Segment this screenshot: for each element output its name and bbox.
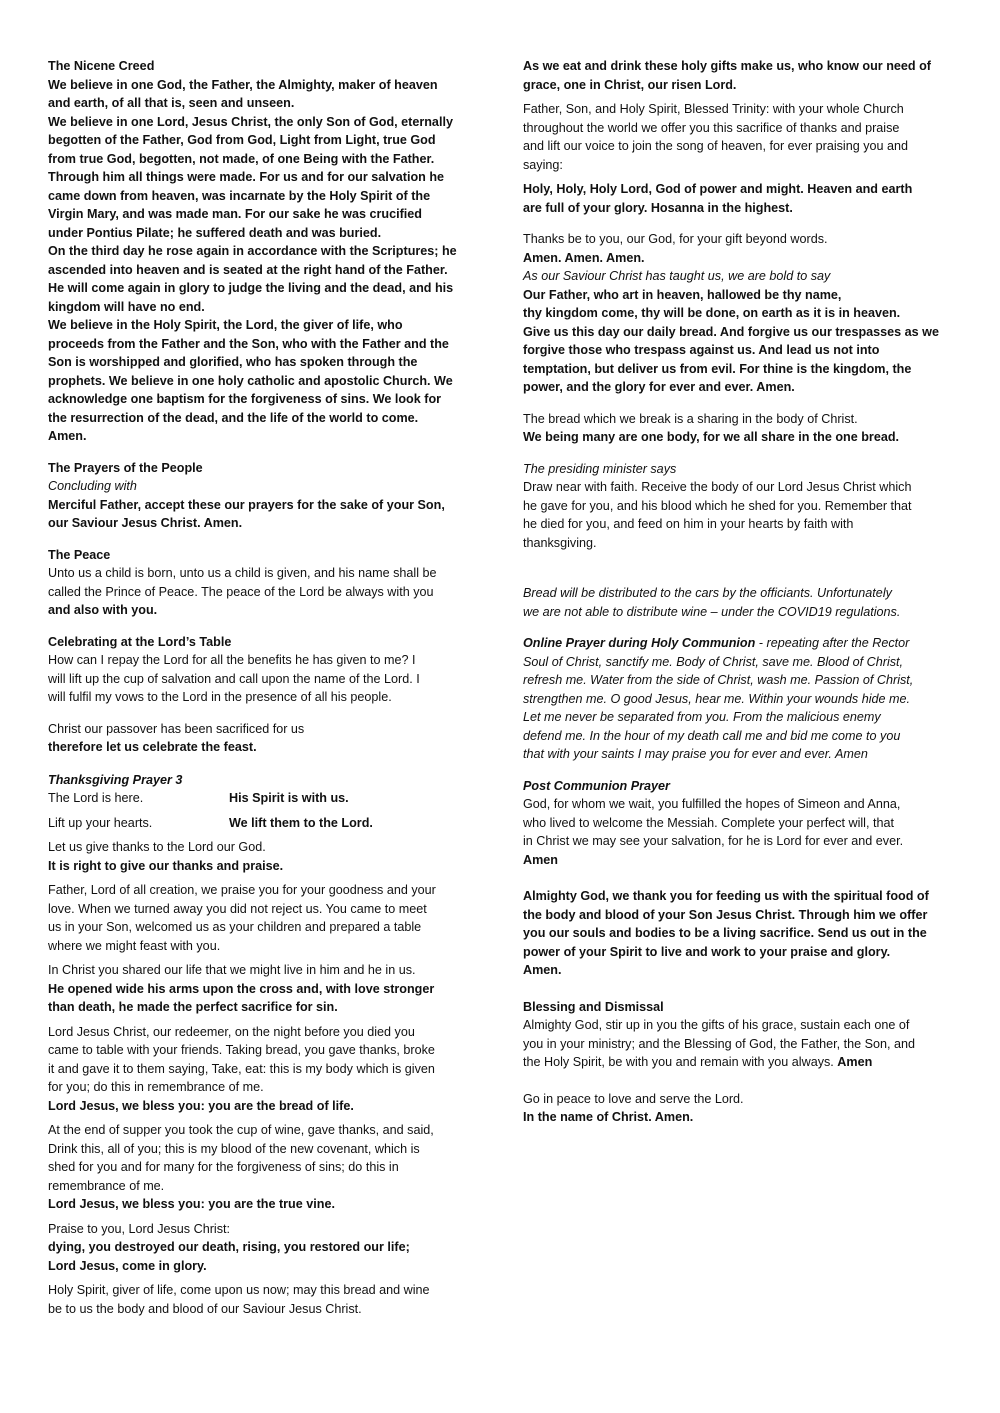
section-give-thanks	[48, 838, 488, 875]
text-line: that with your saints I may praise you for ever and ever. Amen	[523, 747, 868, 761]
section-post-communion	[523, 777, 963, 870]
text-line: At the end of supper you took the cup of wine, gave thanks, and said,	[48, 1123, 434, 1137]
right-column	[523, 57, 963, 1127]
text-line: thanksgiving.	[523, 535, 597, 550]
section-end-of-supper	[48, 1121, 488, 1214]
text-line: Father, Lord of all creation, we praise you for your goodness and your	[48, 883, 436, 897]
text-line: Concluding with	[48, 479, 137, 493]
text-line: Thanks be to you, our God, for your gift beyond words.	[523, 232, 828, 246]
section-holy-spirit	[48, 1281, 488, 1318]
text-line: refresh me. Water from the side of Christ, wash me. Passion of Christ,	[523, 673, 914, 687]
text-line: As our Saviour Christ has taught us, we are bold to say	[523, 269, 831, 283]
text-line: In Christ you shared our life that we might live in him and he in us.	[48, 963, 416, 977]
text-line: he gave for you, and his blood which he shed for you. Remember that	[523, 498, 912, 513]
text-line: it and gave it to them saying, Take, eat: this is my body which is given	[48, 1061, 435, 1076]
text-segment: Amen	[837, 1055, 873, 1069]
text-line: Holy Spirit, giver of life, come upon us now; may this bread and wine	[48, 1283, 430, 1297]
text-line: Amen	[523, 852, 558, 867]
text-line: Soul of Christ, sanctify me. Body of Christ, save me. Blood of Christ,	[523, 654, 904, 669]
section-lords-prayer	[523, 230, 963, 397]
text-line: Merciful Father, accept these our prayers for the sake of your Son,	[48, 497, 445, 512]
text-line: Father, Son, and Holy Spirit, Blessed Trinity: with your whole Church	[523, 102, 904, 116]
text-line: Lord Jesus Christ, our redeemer, on the night before you died you	[48, 1024, 415, 1039]
text-line: We being many are one body, for we all share in the one bread.	[523, 430, 900, 444]
text-line: the body and blood of your Son Jesus Christ. Through him we offer	[523, 907, 928, 922]
text-line: power of your Spirit to live and work to your praise and glory.	[523, 944, 891, 959]
section-lord-jesus-christ	[48, 1023, 488, 1116]
text-line: Through him all things were made. For us and for our salvation he	[48, 170, 445, 184]
section-heading: Post Communion Prayer	[523, 778, 670, 793]
text-line: Give us this day our daily bread. And forgive us our trespasses as we	[523, 324, 939, 339]
text-segment: Online Prayer during Holy Communion	[523, 636, 756, 650]
text-line: As we eat and drink these holy gifts make us, who know our need of	[523, 59, 931, 73]
text-line: How can I repay the Lord for all the benefits he has given to me? I	[48, 653, 416, 667]
text-line: the resurrection of the dead, and the life of the world to come.	[48, 410, 419, 425]
text-line: Praise to you, Lord Jesus Christ:	[48, 1221, 230, 1236]
text-line	[523, 634, 963, 653]
text-line: grace, one in Christ, our risen Lord.	[523, 77, 737, 92]
section-heading: The Peace	[48, 547, 111, 562]
text-line: God, for whom we wait, you fulfilled the hopes of Simeon and Anna,	[523, 797, 901, 811]
text-line: we are not able to distribute wine – under the COVID19 regulations.	[523, 604, 901, 619]
text-line: remembrance of me.	[48, 1178, 165, 1193]
section-the-peace	[48, 546, 488, 620]
text-line: Our Father, who art in heaven, hallowed be thy name,	[523, 287, 842, 302]
text-line: love. When we turned away you did not reject us. You came to meet	[48, 901, 427, 916]
text-line: Let us give thanks to the Lord our God.	[48, 840, 266, 854]
text-line	[523, 1053, 963, 1072]
text-line: The bread which we break is a sharing in the body of Christ.	[523, 411, 858, 426]
section-draw-near	[523, 460, 963, 553]
text-line: Bread will be distributed to the cars by the officiants. Unfortunately	[523, 586, 892, 600]
section-heading: The Nicene Creed	[48, 59, 155, 73]
left-column	[48, 57, 488, 1318]
text-line: and earth, of all that is, seen and unseen.	[48, 96, 295, 110]
text-line: in Christ we may see your salvation, for he is Lord for ever and ever.	[523, 834, 904, 848]
text-line: for you; do this in remembrance of me.	[48, 1080, 264, 1094]
text-line: Lord Jesus, we bless you: you are the true vine.	[48, 1197, 335, 1211]
text-line: Go in peace to love and serve the Lord.	[523, 1091, 744, 1106]
text-line: us in your Son, welcomed us as your children and prepared a table	[48, 920, 422, 934]
section-dismissal	[523, 1090, 963, 1127]
text-line: you in your ministry; and the Blessing of God, the Father, the Son, and	[523, 1036, 916, 1051]
section-praise-to-you	[48, 1220, 488, 1276]
text-line: We believe in the Holy Spirit, the Lord, the giver of life, who	[48, 318, 403, 332]
text-line: prophets. We believe in one holy catholic and apostolic Church. We	[48, 373, 453, 388]
text-line: you our souls and bodies to be a living sacrifice. Send us out in the	[523, 926, 927, 940]
text-line: power, and the glory for ever and ever. Amen.	[523, 380, 795, 394]
text-line: acknowledge one baptism for the forgiveness of sins. We look for	[48, 392, 442, 406]
text-line: He opened wide his arms upon the cross and, with love stronger	[48, 981, 435, 996]
text-line: from true God, begotten, not made, of one Being with the Father.	[48, 151, 435, 166]
text-line: temptation, but deliver us from evil. For thine is the kingdom, the	[523, 361, 912, 376]
text-line: he died for you, and feed on him in your hearts by faith with	[523, 517, 854, 531]
text-segment: the Holy Spirit, be with you and remain with you always.	[523, 1055, 838, 1069]
text-line: Draw near with faith. Receive the body of our Lord Jesus Christ which	[523, 480, 912, 494]
text-line: came down from heaven, was incarnate by the Holy Spirit of the	[48, 188, 431, 203]
section-heading: The Prayers of the People	[48, 460, 203, 475]
text-line: Amen. Amen. Amen.	[523, 250, 645, 265]
text-line: will lift up the cup of salvation and call upon the name of the Lord. I	[48, 671, 420, 686]
text-line: be to us the body and blood of our Saviour Jesus Christ.	[48, 1301, 362, 1316]
text-line: On the third day he rose again in accordance with the Scriptures; he	[48, 244, 457, 258]
text-line: The presiding minister says	[523, 461, 677, 476]
text-line: We believe in one God, the Father, the Almighty, maker of heaven	[48, 77, 438, 92]
section-passover	[48, 720, 488, 757]
response-row	[48, 789, 488, 808]
section-breaking-bread	[523, 410, 963, 447]
text-line: ascended into heaven and is seated at the right hand of the Father.	[48, 262, 448, 277]
text-line: Holy, Holy, Holy Lord, God of power and might. Heaven and earth	[523, 182, 913, 196]
text-line: our Saviour Jesus Christ. Amen.	[48, 516, 243, 530]
text-line: kingdom will have no end.	[48, 299, 205, 314]
text-line: who lived to welcome the Messiah. Complete your perfect will, that	[523, 815, 894, 830]
text-line: Lord Jesus, we bless you: you are the bread of life.	[48, 1098, 354, 1113]
text-line: Virgin Mary, and was made man. For our sake he was crucified	[48, 207, 422, 221]
text-line: Drink this, all of you; this is my blood of the new covenant, which is	[48, 1141, 420, 1156]
text-line: thy kingdom come, thy will be done, on earth as it is in heaven.	[523, 306, 901, 320]
text-line: In the name of Christ. Amen.	[523, 1110, 694, 1124]
text-line: where we might feast with you.	[48, 938, 221, 953]
people-response: We lift them to the Lord.	[229, 815, 373, 830]
section-father-lord	[48, 881, 488, 955]
section-prayers-of-the-people	[48, 459, 488, 533]
text-line: begotten of the Father, God from God, Light from Light, true God	[48, 133, 436, 147]
text-line: Lord Jesus, come in glory.	[48, 1258, 207, 1273]
text-line: Amen.	[523, 963, 562, 977]
text-line: will fulfil my vows to the Lord in the presence of all his people.	[48, 690, 392, 704]
text-line: forgive those who trespass against us. And lead us not into	[523, 343, 880, 357]
text-line: It is right to give our thanks and praise.	[48, 858, 284, 873]
leader-line: The Lord is here.	[48, 791, 144, 805]
text-line: throughout the world we offer you this sacrifice of thanks and praise	[523, 120, 900, 135]
section-sanctus	[523, 180, 963, 217]
response-row	[48, 814, 488, 833]
text-line: proceeds from the Father and the Son, who with the Father and the	[48, 336, 449, 351]
section-celebrating	[48, 633, 488, 707]
text-segment: - repeating after the Rector	[755, 636, 910, 650]
section-online-prayer	[523, 634, 963, 764]
section-lift-up	[48, 814, 488, 833]
text-line: Amen.	[48, 429, 87, 443]
section-heading: Blessing and Dismissal	[523, 999, 664, 1014]
text-line: and lift our voice to join the song of heaven, for ever praising you and	[523, 139, 909, 153]
text-line: called the Prince of Peace. The peace of the Lord be always with you	[48, 584, 434, 599]
text-line: Christ our passover has been sacrificed for us	[48, 721, 305, 736]
text-line: defend me. In the hour of my death call me and bid me come to you	[523, 728, 901, 743]
section-almighty-god	[523, 887, 963, 980]
people-response: His Spirit is with us.	[229, 791, 349, 805]
section-heading: Celebrating at the Lord’s Table	[48, 634, 232, 649]
text-line: are full of your glory. Hosanna in the highest.	[523, 200, 793, 215]
section-blessing	[523, 998, 963, 1072]
text-line: dying, you destroyed our death, rising, you restored our life;	[48, 1240, 410, 1254]
text-line: therefore let us celebrate the feast.	[48, 740, 257, 754]
text-line: Unto us a child is born, unto us a child is given, and his name shall be	[48, 566, 437, 580]
text-line: saying:	[523, 157, 563, 172]
text-line: Almighty God, stir up in you the gifts of his grace, sustain each one of	[523, 1018, 910, 1032]
leader-line: Lift up your hearts.	[48, 815, 153, 830]
section-as-we-eat	[523, 57, 963, 94]
text-line: and also with you.	[48, 603, 158, 617]
section-distribution-note	[523, 584, 963, 621]
section-nicene-creed	[48, 57, 488, 446]
text-line: came to table with your friends. Taking bread, you gave thanks, broke	[48, 1043, 435, 1057]
text-line: shed for you and for many for the forgiveness of sins; do this in	[48, 1160, 399, 1174]
section-heading: Thanksgiving Prayer 3	[48, 772, 183, 787]
section-in-christ	[48, 961, 488, 1017]
section-blessed-trinity	[523, 100, 963, 174]
text-line: We believe in one Lord, Jesus Christ, the only Son of God, eternally	[48, 114, 453, 129]
section-thanksgiving-prayer	[48, 771, 488, 808]
text-line: Let me never be separated from you. From the malicious enemy	[523, 710, 881, 724]
text-line: He will come again in glory to judge the living and the dead, and his	[48, 281, 454, 295]
text-line: Almighty God, we thank you for feeding us with the spiritual food of	[523, 889, 929, 903]
text-line: under Pontius Pilate; he suffered death and was buried.	[48, 225, 382, 240]
text-line: than death, he made the perfect sacrifice for sin.	[48, 1000, 338, 1014]
text-line: strengthen me. O good Jesus, hear me. Within your wounds hide me.	[523, 691, 910, 706]
text-line: Son is worshipped and glorified, who has spoken through the	[48, 355, 418, 369]
